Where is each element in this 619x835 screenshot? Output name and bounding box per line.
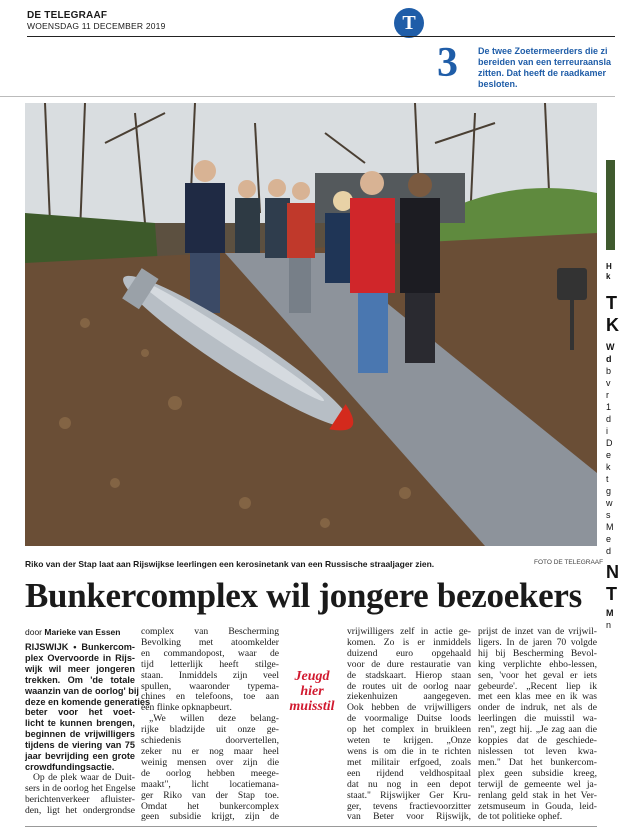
adjacent-text-fragment: H [606, 262, 612, 271]
issue-date: WOENSDAG 11 DECEMBER 2019 [27, 21, 166, 31]
lead-line: plex Overvoorde in Rijs- [25, 652, 135, 663]
body-line: ger, tevens fractievoorzitter [347, 800, 471, 812]
adjacent-photo-edge [606, 160, 615, 250]
adjacent-text-fragment: k [606, 272, 611, 281]
body-line: een flinke opknapbeurt. [141, 702, 232, 714]
body-line: onder de indruk, net als de [478, 702, 597, 714]
body-line: leerlingen die muisstil wa- [478, 713, 597, 725]
adjacent-text-fragment: N [606, 562, 619, 582]
lead-line: waanzin van de oorlog' bij [25, 685, 139, 696]
body-line: tijd letterlijk heeft stilge- [141, 658, 279, 670]
adjacent-text-fragment: r [606, 390, 609, 400]
article-photo [25, 103, 597, 546]
body-line: chines en telefoons, toe aan [141, 691, 279, 703]
lead-line: tijdens de viering van 75 [25, 740, 135, 751]
article-column-1 [25, 642, 151, 817]
body-line: vrijwilligers zelf in actie ge- [347, 626, 471, 637]
lead-line: wijk wil meer jongeren [25, 663, 135, 674]
body-line: Bevolking met atoomkelder [141, 636, 279, 648]
adjacent-text-fragment: w [606, 498, 613, 508]
body-line: staat." Rijswijker Ger Kru- [347, 789, 471, 801]
body-line: een rijdend veldhospitaal [347, 767, 471, 779]
adjacent-text-fragment: K [606, 315, 619, 335]
body-line: maakt", licht locatiemana- [141, 778, 279, 790]
adjacent-text-fragment: e [606, 534, 612, 544]
body-line: schiedenis doorvertellen, [141, 735, 279, 747]
article-column-2 [141, 627, 279, 823]
adjacent-text-fragment: d [606, 546, 612, 556]
adjacent-text-fragment: k [606, 462, 611, 472]
teaser-line: besloten. [478, 79, 518, 89]
adjacent-text-fragment: d [606, 354, 612, 364]
body-line: king verplichte ehbo-lessen, [478, 658, 597, 670]
body-line: ren", zegt hij. „Je zag aan die [478, 724, 597, 736]
adjacent-text-fragment: T [606, 584, 617, 604]
article-column-4 [478, 627, 597, 823]
body-line: de routes uit de oorlog naar [347, 680, 471, 692]
article-column-3 [347, 627, 471, 823]
body-line: ligers. In de jaren 70 volgde [478, 636, 597, 648]
body-line: Op de plek waar de Duit- [33, 771, 135, 783]
lead-line: crowdfundingsactie. [25, 761, 115, 772]
body-line: staan. Inmiddels zijn veel [141, 669, 279, 681]
body-line: terwijl de gemeente wel ja- [478, 778, 597, 790]
adjacent-text-fragment: g [606, 486, 612, 496]
adjacent-text-fragment: T [606, 293, 617, 313]
body-line: weten te krijgen. „Onze [347, 735, 471, 747]
body-line: de tot politieke ophef. [478, 811, 563, 823]
lead-line: deze en komende generaties [25, 696, 151, 707]
body-line: ger Riko van der Stap toe. [141, 789, 279, 801]
body-line: zetsmuseum in Gouda, leid- [478, 800, 597, 812]
article-headline: Bunkercomplex wil jongere bezoekers [25, 576, 582, 615]
body-line: sen, 'voor het geval er iets [478, 669, 597, 681]
body-line: wens is om die in te richten [347, 745, 471, 757]
adjacent-text-fragment: D [606, 438, 613, 448]
body-line: Omdat het bunkercomplex [141, 800, 279, 812]
teaser-line: De twee Zoetermeerders die zi [478, 46, 608, 56]
body-line: hij bij Bescherming Bevol- [478, 647, 597, 659]
author-name: Marieke van Essen [44, 627, 121, 637]
pull-quote: Jeugd hier muisstil [289, 669, 335, 714]
lead-line: beginnen de vrijwilligers [25, 729, 135, 740]
adjacent-text-fragment: e [606, 450, 612, 460]
telegraaf-logo-icon: T [394, 8, 424, 38]
photo-caption: Riko van der Stap laat aan Rijswijkse leerlingen een kerosinetank van een Russische straaljager zien. [25, 559, 435, 569]
lead-line: licht te kunnen brengen, [25, 718, 135, 729]
body-line: rijke bladzijde uit onze ge- [141, 724, 279, 736]
adjacent-text-fragment: v [606, 378, 611, 388]
adjacent-text-fragment: d [606, 414, 612, 424]
newspaper-masthead: DE TELEGRAAF [27, 10, 108, 21]
body-line: de voormalige Duitse loods [347, 713, 471, 725]
adjacent-text-fragment: n [606, 620, 612, 630]
body-line: weinig mensen over zijn die [141, 756, 279, 768]
byline [25, 627, 120, 637]
adjacent-text-fragment: i [606, 426, 608, 436]
body-line: komen. Zo is er inmiddels [347, 636, 471, 648]
body-line: plex geen subsidie kreeg, [478, 767, 597, 779]
lead-line: RIJSWIJK • Bunkercom- [25, 642, 135, 652]
lead-line: beter voor het voet- [25, 707, 135, 718]
body-line: spullen, waaronder typema- [141, 680, 279, 692]
body-line: op het complex in bruikleen [347, 724, 471, 736]
body-line: berichtenverkeer afluister- [25, 793, 135, 805]
body-line: van Beter voor Rijswijk, [347, 811, 471, 823]
adjacent-text-fragment: 1 [606, 402, 612, 412]
body-line: koppies dat de geschiede- [478, 735, 597, 747]
body-line: „We willen deze belang- [149, 713, 279, 725]
body-line: duizend euro opgehaald [347, 647, 471, 659]
body-line: zeker nu er nog maar heel [141, 745, 279, 757]
body-line: men." Dat het bunkercom- [478, 756, 597, 768]
adjacent-text-fragment: M [606, 522, 614, 532]
photo-credit: FOTO DE TELEGRAAF [534, 559, 604, 566]
adjacent-text-fragment: b [606, 366, 612, 376]
teaser-line: bereiden van een terreuraansla [478, 57, 612, 67]
header-rule [27, 36, 615, 37]
byline-prefix: door [25, 627, 43, 637]
page-bottom-rule [25, 826, 597, 827]
body-line: en commandopost, waar de [141, 647, 279, 659]
body-line: geen subsidie krijgt, zijn de [141, 811, 279, 823]
body-line: de stadskaart. Hierop staan [347, 669, 471, 681]
section-divider [0, 96, 615, 97]
body-line: nislessen tot leven kwa- [478, 745, 597, 757]
body-line: den, ligt het ondergrondse [25, 804, 135, 816]
body-line: gebeurde'. „Recent liep ik [478, 680, 597, 692]
body-line: voor de dure restauratie van [347, 658, 471, 670]
body-line: complex van Bescherming [141, 626, 279, 637]
body-line: dat nu nog in een depot [347, 778, 471, 790]
body-line: renlang geld stak in het Ver- [478, 789, 597, 801]
body-line: sers in de oorlog het Engelse [25, 782, 136, 794]
body-line: de oorlog hebben meege- [141, 767, 279, 779]
photo-illustration [25, 103, 597, 546]
lead-line: jaar bevrijding een grote [25, 751, 135, 762]
body-line: met militair erfgoed, zoals [347, 756, 471, 768]
teaser-line: zitten. Dat heeft de raadkamer [478, 68, 607, 78]
adjacent-text-fragment: t [606, 474, 609, 484]
adjacent-text-fragment: s [606, 510, 611, 520]
teaser-number: 3 [437, 40, 458, 86]
adjacent-text-fragment: M [606, 608, 614, 618]
body-line: Ook hebben de vrijwilligers [347, 702, 471, 714]
body-line: ziekenhuizen aangegeven. [347, 691, 471, 703]
body-line: prijst de inzet van de vrijwil- [478, 626, 597, 637]
adjacent-text-fragment: W [606, 342, 615, 352]
lead-line: trekken. Om 'de totale [25, 674, 135, 685]
body-line: met een klas mee en ik was [478, 691, 597, 703]
